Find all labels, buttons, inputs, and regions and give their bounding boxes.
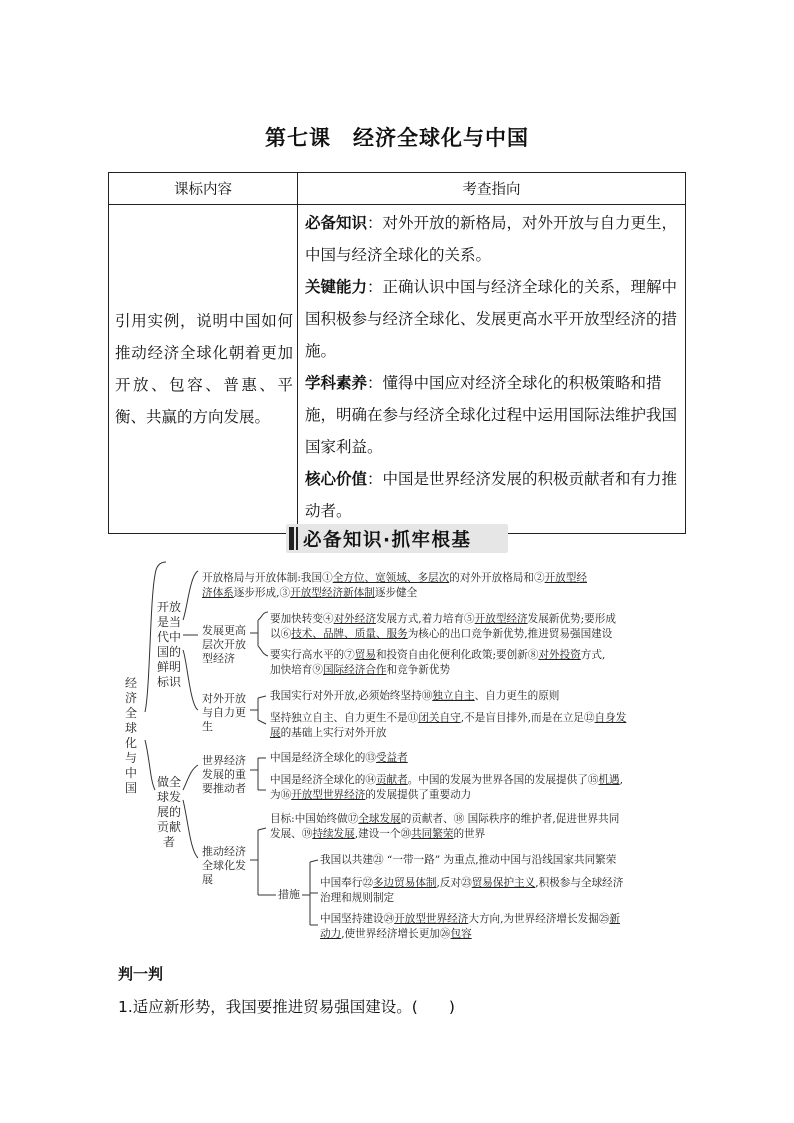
leaf-not-closed: 坚持独立自主、自力更生不是⑪闭关自守,不是盲目排外,而是在立足⑫自身发 展的基础上实行对外开放 xyxy=(270,712,627,739)
focus-item-value: 核心价值：中国是世界经济发展的积极贡献者和有力推动者。 xyxy=(305,470,678,520)
banner-text: 必备知识·抓牢根基 xyxy=(303,530,472,551)
table-row xyxy=(109,205,686,534)
node-promote-globalization: 推动经济全球化发展 xyxy=(202,845,246,886)
judge-heading: 判一判 xyxy=(118,965,164,983)
header-exam-focus: 考查指向 xyxy=(298,173,686,205)
branch-open-identity: 开放是当代中国的鲜明标识 xyxy=(156,600,181,689)
node-opening-self-reliance: 对外开放与自力更生 xyxy=(202,692,246,733)
curriculum-content: 引用实例，说明中国如何推动经济全球化朝着更加开放、包容、普惠、平衡、共赢的方向发展。 xyxy=(109,205,298,534)
mindmap-root: 经济全球化与中国 xyxy=(124,676,137,795)
leaf-transform-mode: 要加快转变④对外经济发展方式,着力培育⑤开放型经济发展新优势;要形成 以⑥技术、品牌、质量、服务为核心的出口竞争新优势,推进贸易强国建设 xyxy=(270,613,616,640)
curriculum-table xyxy=(108,172,686,534)
leaf-contributor: 中国是经济全球化的⑭贡献者。中国的发展为世界各国的发展提供了⑮机遇, 为⑯开放型世界经济的发展提供了重要动力 xyxy=(270,774,623,801)
banner-bar-icon xyxy=(289,527,294,550)
judge-question-1: 1.适应新形势，我国要推进贸易强国建设。( ) xyxy=(118,998,455,1016)
page-title: 第七课 经济全球化与中国 xyxy=(265,125,529,150)
header-curriculum: 课标内容 xyxy=(109,173,298,205)
leaf-goal: 目标:中国始终做⑰全球发展的贡献者、⑱ 国际秩序的维护者,促进世界共同 发展、⑲持续发展,建设一个⑳共同繁荣的世界 xyxy=(270,813,620,840)
leaf-beneficiary: 中国是经济全球化的⑬受益者 xyxy=(270,752,408,764)
leaf-belt-road: 我国以共建㉑ “一带一路” 为重点,推动中国与沿线国家共同繁荣 xyxy=(320,854,617,866)
leaf-independence: 我国实行对外开放,必须始终坚持⑩独立自主、自力更生的原则 xyxy=(270,690,560,702)
section-banner xyxy=(286,524,508,553)
leaf-open-world-economy: 中国坚持建设㉔开放型世界经济大方向,为世界经济增长发掘㉕新 动力,使世界经济增长更加㉖包容 xyxy=(320,913,620,940)
leaf-multilateral: 中国奉行㉒多边贸易体制,反对㉓贸易保护主义,积极参与全球经济 治理和规则制定 xyxy=(320,877,624,904)
leaf-liberalization: 要实行高水平的⑦贸易和投资自由化便利化政策;要创新⑧对外投资方式, 加快培育⑨国际经济合作和竞争新优势 xyxy=(270,649,606,676)
focus-item-knowledge: 必备知识：对外开放的新格局，对外开放与自力更生，中国与经济全球化的关系。 xyxy=(305,214,678,264)
node-world-economy-driver: 世界经济发展的重要推动者 xyxy=(202,754,246,795)
focus-item-literacy: 学科素养：懂得中国应对经济全球化的积极策略和措施，明确在参与经济全球化过程中运用国际法维护我国国家利益。 xyxy=(305,374,678,456)
focus-item-ability: 关键能力：正确认识中国与经济全球化的关系，理解中国积极参与经济全球化、发展更高水平开放型经济的措施。 xyxy=(305,278,678,360)
exam-focus-cell xyxy=(298,205,686,534)
table-header-row xyxy=(109,173,686,205)
branch-global-contributor: 做全球发展的贡献者 xyxy=(156,775,181,849)
node-measures: 措施 xyxy=(278,888,300,901)
node-higher-open-economy: 发展更高层次开放型经济 xyxy=(202,624,246,665)
leaf-open-pattern: 开放格局与开放体制:我国①全方位、宽领域、多层次的对外开放格局和②开放型经 济体系逐步形成,③开放型经济新体制逐步健全 xyxy=(202,572,587,599)
